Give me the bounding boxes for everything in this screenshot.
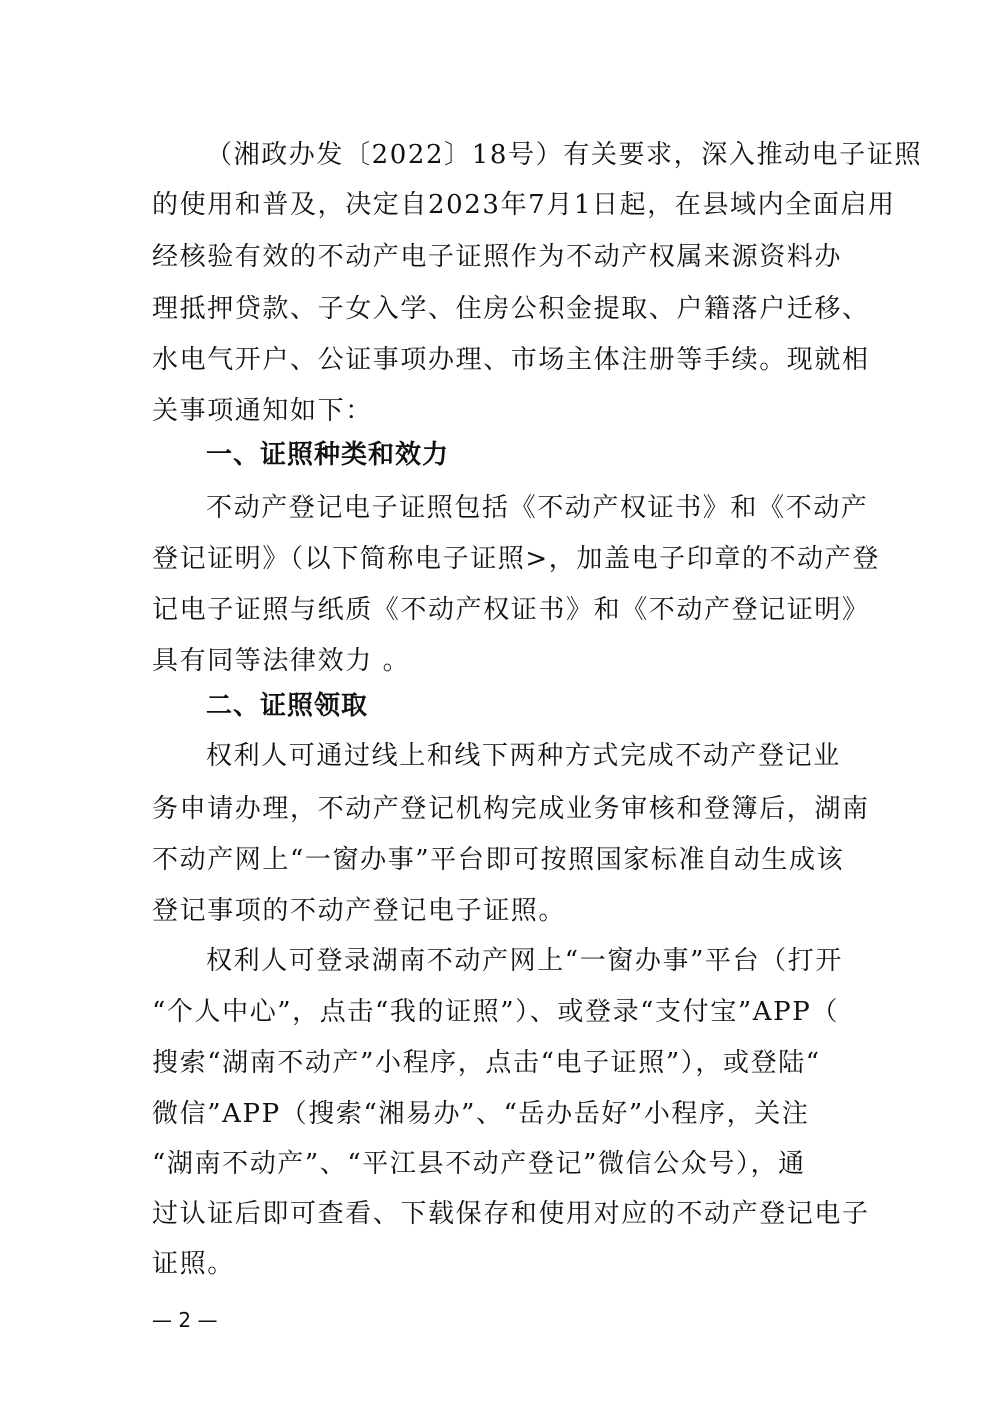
paragraph-line: 搜索“湖南不动产”小程序，点击“电子证照”），或登陆“ (152, 1048, 821, 1078)
section-heading-collection: 二、证照领取 (206, 691, 369, 721)
paragraph-line: “湖南不动产”、“平江县不动产登记”微信公众号），通 (152, 1149, 806, 1179)
paragraph-line: 证照。 (152, 1249, 235, 1279)
section-heading-types: 一、证照种类和效力 (206, 440, 450, 470)
paragraph-line: “个人中心”，点击“我的证照”）、或登录“支付宝”APP（ (152, 997, 839, 1027)
paragraph-line: 不动产网上“一窗办事”平台即可按照国家标准自动生成该 (152, 845, 845, 875)
paragraph-line: 经核验有效的不动产电子证照作为不动产权属来源资料办 (152, 242, 843, 272)
paragraph-line: 不动产登记电子证照包括《不动产权证书》和《不动产 (206, 493, 869, 523)
paragraph-line: 务申请办理，不动产登记机构完成业务审核和登簿后，湖南 (152, 794, 870, 824)
paragraph-line: 水电气开户、公证事项办理、市场主体注册等手续。现就相 (152, 345, 870, 375)
paragraph-line: 微信”APP（搜索“湘易办”、“岳办岳好”小程序，关注 (152, 1099, 810, 1129)
page-number: — 2 — (152, 1308, 218, 1332)
paragraph-line: 过认证后即可查看、下载保存和使用对应的不动产登记电子 (152, 1199, 870, 1229)
paragraph-line: 的使用和普及，决定自2023年7月1日起，在县域内全面启用 (152, 190, 896, 220)
paragraph-line: 理抵押贷款、子女入学、住房公积金提取、户籍落户迁移、 (152, 294, 870, 324)
paragraph-line: 具有同等法律效力 。 (152, 646, 411, 676)
paragraph-line: 权利人可通过线上和线下两种方式完成不动产登记业 (206, 741, 841, 771)
paragraph-line: 登记证明》（以下简称电子证照>，加盖电子印章的不动产登 (152, 544, 880, 574)
paragraph-line: 关事项通知如下： (152, 396, 373, 426)
paragraph-line: 登记事项的不动产登记电子证照。 (152, 896, 567, 926)
paragraph-line: （湘政办发〔2022〕18号）有关要求，深入推动电子证照 (206, 140, 923, 170)
paragraph-line: 记电子证照与纸质《不动产权证书》和《不动产登记证明》 (152, 595, 870, 625)
paragraph-line: 权利人可登录湖南不动产网上“一窗办事”平台（打开 (206, 946, 843, 976)
